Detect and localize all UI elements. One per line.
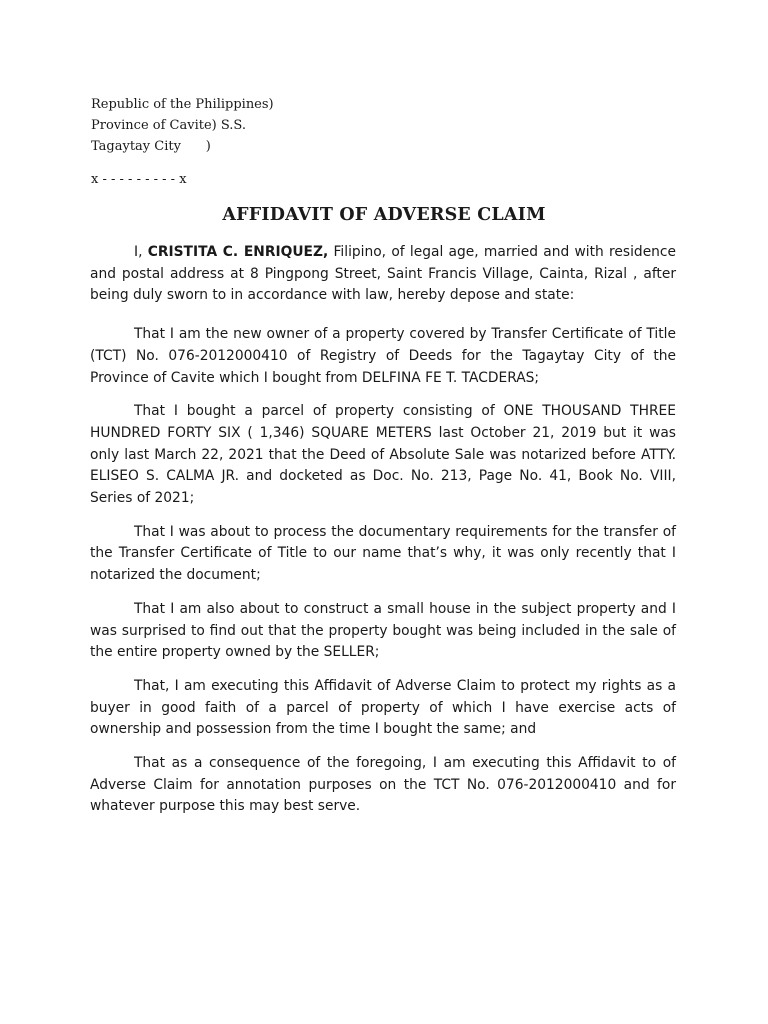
paragraph-purchase: That I bought a parcel of property consisting of ONE THOUSAND THREE HUNDRED FORTY SIX ( 1,346) SQUARE METERS last October 21, 2019 but it was only last March 22, 2021 that the Deed of Absolute Sale was notarized before ATTY. ELISEO S. CALMA JR. and docketed as Doc. No. 213, Page No. 41, Book No. VIII, Series of 2021; bbox=[90, 403, 676, 507]
document-title: AFFIDAVIT OF ADVERSE CLAIM bbox=[222, 205, 546, 225]
paragraph-construction: That I am also about to construct a small house in the subject property and I was surprised to find out that the property bought was being included in the sale of the entire property owned by the SELLER; bbox=[90, 600, 676, 661]
venue-block bbox=[91, 94, 274, 157]
paragraph-annotation: That as a consequence of the foregoing, I am executing this Affidavit to of Adverse Claim for annotation purposes on the TCT No. 076-2012000410 and for whatever purpose this may best serve. bbox=[90, 755, 676, 815]
affiant-name: CRISTITA C. ENRIQUEZ, bbox=[147, 244, 329, 260]
paragraph-documentary-requirements: That I was about to process the documentary requirements for the transfer of the Transfer Certificate of Title to our name that’s why, it was only recently that I notarized the document; bbox=[90, 523, 676, 584]
paragraph-ownership: That I am the new owner of a property covered by Transfer Certificate of Title (TCT) No. 076-2012000410 of Registry of Deeds for the Tagaytay City of the Province of Cavite which I bought from DELFINA FE T. TACDERAS; bbox=[90, 326, 676, 386]
intro-text: Filipino, of legal age, married and with residence and postal address at 8 Pingpong Street, Saint Francis Village, Cainta, Rizal , after being duly sworn to in accordance with law, hereby depose and state: bbox=[90, 244, 676, 304]
venue-line-province: Province of Cavite) S.S. bbox=[91, 118, 247, 133]
intro-prefix: I, bbox=[134, 244, 148, 260]
venue-line-city: Tagaytay City ) bbox=[91, 139, 211, 154]
intro-paragraph bbox=[90, 242, 676, 307]
venue-line-country: Republic of the Philippines) bbox=[91, 97, 274, 112]
paragraph-execution-purpose: That, I am executing this Affidavit of Adverse Claim to protect my rights as a buyer in good faith of a parcel of property of which I have exercise acts of ownership and possession from the time I bought the same; and bbox=[90, 677, 676, 738]
caption-separator: x - - - - - - - - - x bbox=[91, 172, 187, 187]
document-body bbox=[90, 242, 676, 830]
